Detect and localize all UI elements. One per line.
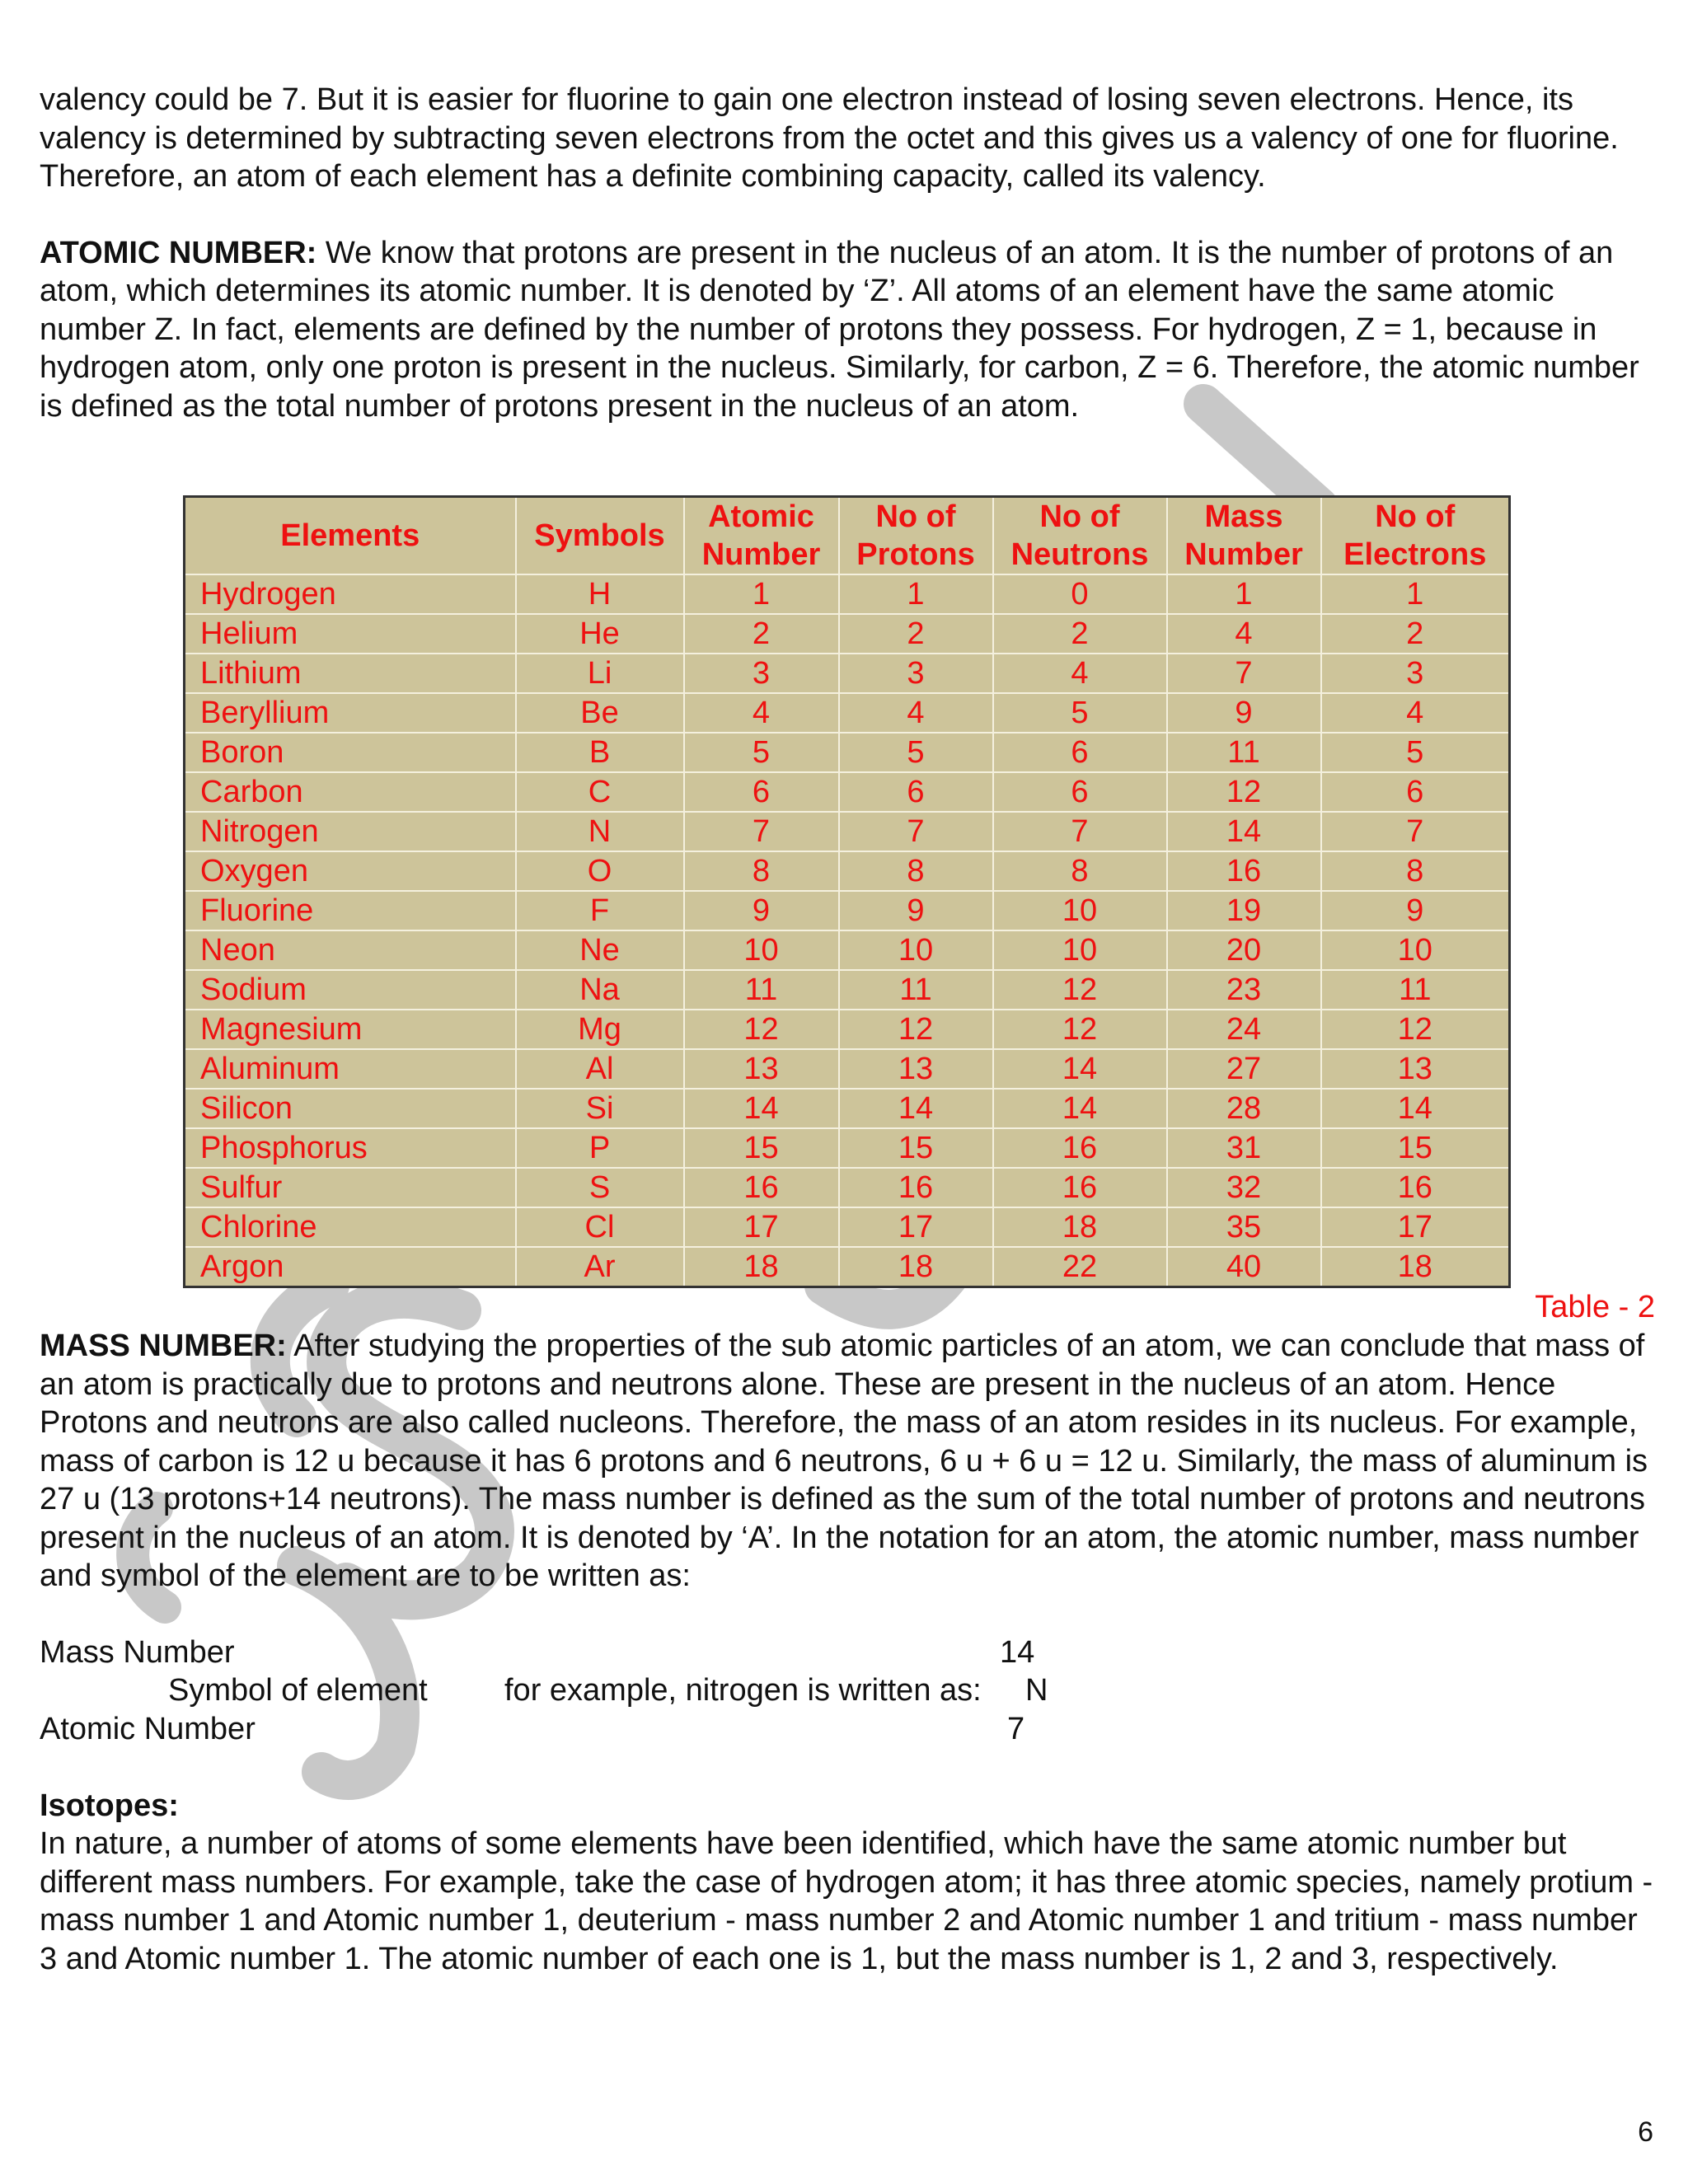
notation-atomic-label: Atomic Number [40,1711,256,1746]
table-cell: 16 [684,1168,839,1207]
table-cell: 6 [993,772,1167,812]
table-cell: 18 [684,1247,839,1287]
table-cell: Chlorine [185,1207,516,1247]
table-cell: 1 [1167,574,1321,614]
table-row [185,1207,1510,1247]
isotopes-heading: Isotopes: [40,1788,179,1823]
table-cell: 17 [684,1207,839,1247]
table-cell: Phosphorus [185,1128,516,1168]
mass-number-definition: Protons and neutrons are also called nucleons. Therefore, the mass of an atom resides in its nucleus. For example, mass of carbon is 12 u because it has 6 protons and 6 neutrons, 6 u + 6 u = 12 u. Similarly, the mass of aluminum is 27 u (13 protons+14 neutrons). The mass number is defined as the sum of the total number of protons and neutrons present in the nucleus of an atom. It is denoted by ‘A’. In the notation for an atom, the atomic number, mass number and symbol of the element are to be written as: [40,1405,1648,1593]
table-cell: F [516,891,684,930]
table-header-row [185,497,1510,575]
table-caption: Table - 2 [1535,1290,1655,1324]
table-cell: 5 [839,733,993,772]
atomic-number-heading: ATOMIC NUMBER: [40,235,317,270]
table-cell: 28 [1167,1089,1321,1128]
table-cell: Si [516,1089,684,1128]
table-cell: 18 [993,1207,1167,1247]
table-cell: 6 [684,772,839,812]
table-row [185,930,1510,970]
table-cell: Fluorine [185,891,516,930]
table-row [185,891,1510,930]
table-cell: Mg [516,1010,684,1049]
table-cell: 7 [993,812,1167,851]
table-cell: 16 [1321,1168,1510,1207]
table-cell: Magnesium [185,1010,516,1049]
table-cell: C [516,772,684,812]
table-cell: 11 [1321,970,1510,1010]
atomic-number-text: We know that protons are present in the nucleus of an atom. It is the number of protons of an atom, which determines its atomic number. It is denoted by ‘Z’. All atoms of an element have the same atomic number Z. In fact, elements are defined by the number of protons they possess. For hydrogen, Z = 1, because in hydrogen atom, only one proton is present in the nucleus. Similarly, for carbon, Z = 6. Therefore, the atomic number [40,235,1639,385]
table-cell: He [516,614,684,654]
table-cell: 10 [1321,930,1510,970]
lower-content [40,1327,1655,1978]
table-cell: 16 [839,1168,993,1207]
table-cell: Silicon [185,1089,516,1128]
table-cell: 6 [993,733,1167,772]
col-header-elements: Elements [185,497,516,575]
table-cell: 12 [684,1010,839,1049]
table-cell: 11 [839,970,993,1010]
table-row [185,772,1510,812]
table-cell: 8 [839,851,993,891]
table-cell: 12 [993,1010,1167,1049]
table-cell: N [516,812,684,851]
table-cell: 13 [839,1049,993,1089]
table-cell: 5 [993,693,1167,733]
table-cell: 7 [839,812,993,851]
table-cell: 3 [1321,654,1510,693]
table-cell: 15 [839,1128,993,1168]
notation-example-mass: 14 [1000,1634,1035,1670]
table-cell: Na [516,970,684,1010]
table-cell: 10 [993,891,1167,930]
atomic-number-definition: is defined as the total number of protons present in the nucleus of an atom. [40,388,1080,424]
table-cell: 0 [993,574,1167,614]
notation-example-atomic: 7 [1007,1711,1025,1746]
table-cell: Be [516,693,684,733]
upper-content [40,81,1655,425]
table-cell: 15 [684,1128,839,1168]
table-row [185,693,1510,733]
table-row [185,1049,1510,1089]
table-cell: 12 [1167,772,1321,812]
table-cell: 6 [839,772,993,812]
table-cell: 10 [684,930,839,970]
table-cell: Nitrogen [185,812,516,851]
table-row [185,970,1510,1010]
table-cell: 2 [839,614,993,654]
table-cell: 17 [1321,1207,1510,1247]
table-row [185,733,1510,772]
table-cell: 1 [1321,574,1510,614]
table-cell: 9 [1321,891,1510,930]
table-cell: Al [516,1049,684,1089]
col-header-atomic-number: Atomic Number [684,497,839,575]
table-cell: 13 [1321,1049,1510,1089]
table-cell: 14 [1167,812,1321,851]
table-cell: 40 [1167,1247,1321,1287]
table-cell: 12 [839,1010,993,1049]
table-cell: 9 [684,891,839,930]
table-cell: Oxygen [185,851,516,891]
table-row [185,654,1510,693]
table-cell: Hydrogen [185,574,516,614]
table-cell: 2 [684,614,839,654]
table-cell: 14 [684,1089,839,1128]
table-cell: 16 [1167,851,1321,891]
atomic-number-paragraph [40,234,1655,387]
table-cell: Ne [516,930,684,970]
table-cell: 14 [1321,1089,1510,1128]
table-cell: 19 [1167,891,1321,930]
table-row [185,851,1510,891]
table-body [185,574,1510,1287]
table-cell: 1 [839,574,993,614]
table-cell: 16 [993,1168,1167,1207]
col-header-protons: No of Protons [839,497,993,575]
mass-number-text: After studying the properties of the sub atomic particles of an atom, we can conclude that mass of an atom is practically due to protons and neutrons alone. These are present in the nucleus of an atom. Hence [40,1329,1645,1402]
table-cell: 1 [684,574,839,614]
table-row [185,614,1510,654]
table-cell: 2 [1321,614,1510,654]
table-cell: 10 [993,930,1167,970]
table-cell: Helium [185,614,516,654]
table-cell: H [516,574,684,614]
table-cell: 8 [993,851,1167,891]
col-header-neutrons: No of Neutrons [993,497,1167,575]
table-row [185,1247,1510,1287]
table-cell: 2 [993,614,1167,654]
table-cell: B [516,733,684,772]
notation-example [40,1633,1655,1749]
table-cell: 23 [1167,970,1321,1010]
table-cell: 16 [993,1128,1167,1168]
table-cell: 27 [1167,1049,1321,1089]
table-cell: 8 [684,851,839,891]
table-cell: Lithium [185,654,516,693]
table-cell: 18 [1321,1247,1510,1287]
table-cell: 9 [1167,693,1321,733]
table-cell: P [516,1128,684,1168]
table-row [185,1010,1510,1049]
table-row [185,1128,1510,1168]
table-cell: 14 [839,1089,993,1128]
notation-example-text: for example, nitrogen is written as: [504,1673,982,1708]
notation-symbol-label: Symbol of element [168,1673,428,1708]
elements-table [183,495,1511,1288]
table-cell: 4 [839,693,993,733]
table-cell: 18 [839,1247,993,1287]
table-cell: Sodium [185,970,516,1010]
col-header-symbols: Symbols [516,497,684,575]
table-cell: Sulfur [185,1168,516,1207]
table-cell: 14 [993,1049,1167,1089]
table-cell: 20 [1167,930,1321,970]
table-cell: 7 [684,812,839,851]
table-cell: 13 [684,1049,839,1089]
table-cell: 14 [993,1089,1167,1128]
notation-mass-label: Mass Number [40,1634,235,1670]
table-cell: O [516,851,684,891]
table-cell: 3 [839,654,993,693]
table-cell: 11 [1167,733,1321,772]
table-cell: 8 [1321,851,1510,891]
table-cell: 5 [684,733,839,772]
table-cell: 10 [839,930,993,970]
table-cell: 6 [1321,772,1510,812]
table-cell: 4 [1167,614,1321,654]
table-cell: Ar [516,1247,684,1287]
table-cell: 17 [839,1207,993,1247]
table-cell: Beryllium [185,693,516,733]
table-cell: 24 [1167,1010,1321,1049]
table-cell: Li [516,654,684,693]
table-row [185,812,1510,851]
table-cell: 32 [1167,1168,1321,1207]
table-cell: Neon [185,930,516,970]
table-cell: 4 [1321,693,1510,733]
table-cell: 9 [839,891,993,930]
table-row [185,574,1510,614]
table-cell: 22 [993,1247,1167,1287]
table-cell: Aluminum [185,1049,516,1089]
table-cell: 3 [684,654,839,693]
page-number: 6 [1638,2116,1653,2148]
col-header-electrons: No of Electrons [1321,497,1510,575]
table-cell: 15 [1321,1128,1510,1168]
table-cell: 12 [1321,1010,1510,1049]
table-cell: Carbon [185,772,516,812]
table-cell: 4 [993,654,1167,693]
table-cell: 4 [684,693,839,733]
table-row [185,1089,1510,1128]
table-cell: Argon [185,1247,516,1287]
table-cell: 35 [1167,1207,1321,1247]
table-cell: 5 [1321,733,1510,772]
mass-number-paragraph [40,1327,1655,1404]
table-cell: 7 [1321,812,1510,851]
col-header-mass-number: Mass Number [1167,497,1321,575]
table-cell: Cl [516,1207,684,1247]
notation-example-symbol: N [1025,1673,1048,1708]
isotopes-paragraph: In nature, a number of atoms of some elements have been identified, which have the same atomic number but different mass numbers. For example, take the case of hydrogen atom; it has three atomic species, namely protium - mass number 1 and Atomic number 1, deuterium - mass number 2 and Atomic number 1 and tritium - mass number 3 and Atomic number 1. The atomic number of each one is 1, but the mass number is 1, 2 and 3, respectively. [40,1826,1653,1976]
table-row [185,1168,1510,1207]
table-cell: S [516,1168,684,1207]
mass-number-heading: MASS NUMBER: [40,1329,287,1363]
table-cell: 31 [1167,1128,1321,1168]
table-cell: 7 [1167,654,1321,693]
table-cell: 11 [684,970,839,1010]
table-cell: Boron [185,733,516,772]
table-cell: 12 [993,970,1167,1010]
intro-paragraph: valency could be 7. But it is easier for fluorine to gain one electron instead of losing seven electrons. Hence, its valency is determined by subtracting seven electrons from the octet and this gives us a valency of one for fluorine. Therefore, an atom of each element has a definite combining capacity, called its valency. [40,82,1619,194]
